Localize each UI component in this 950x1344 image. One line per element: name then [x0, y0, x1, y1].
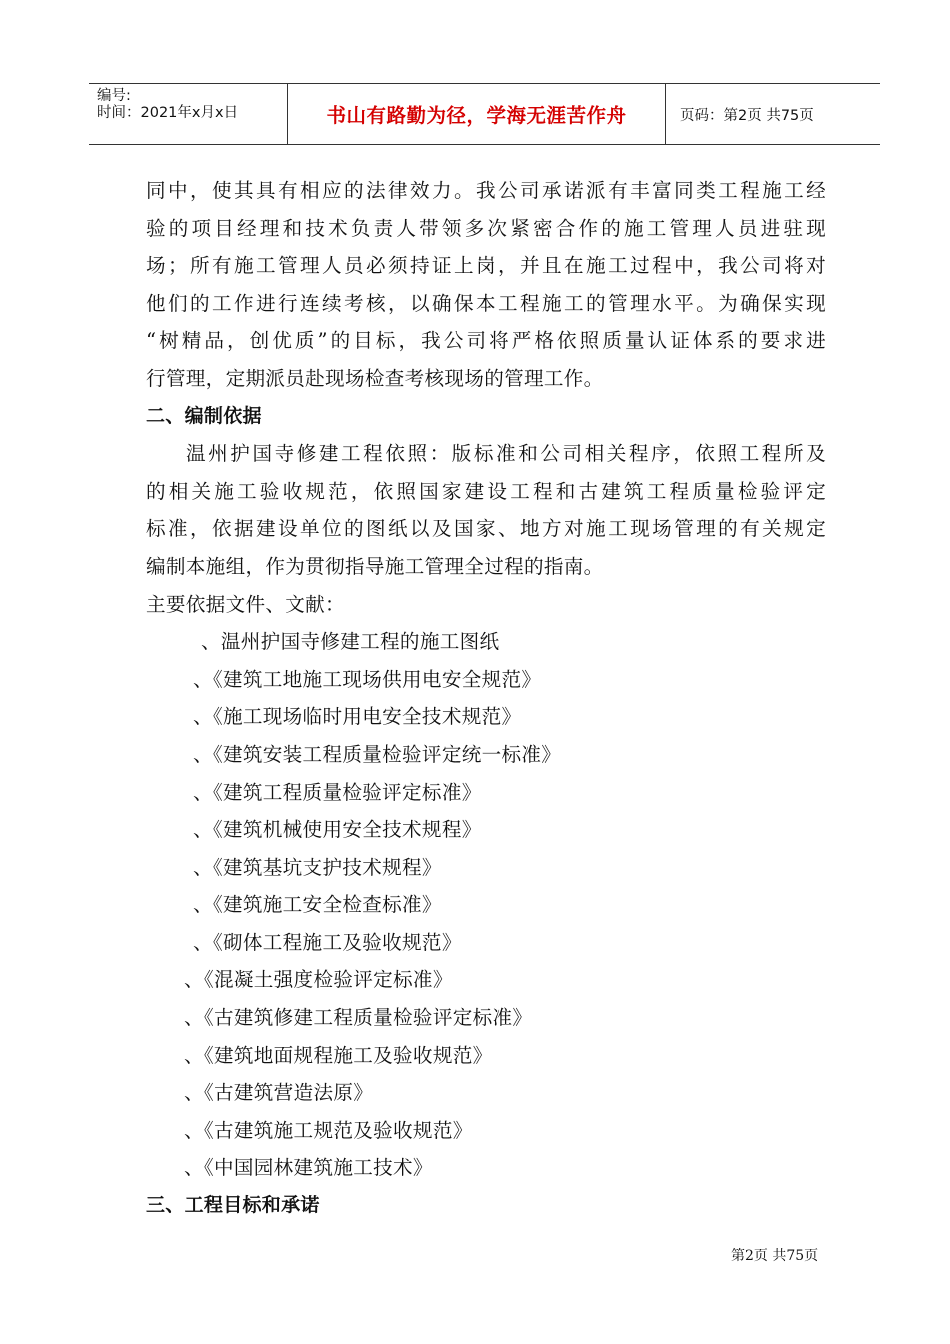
paragraph-line: 场；所有施工管理人员必须持证上岗，并且在施工过程中，我公司将对 [146, 254, 826, 278]
reference-item: 、《建筑安装工程质量检验评定统一标准》 [193, 742, 562, 766]
time-label: 时间：2021年x月x日 [97, 105, 239, 121]
document-body [146, 172, 826, 1225]
paragraph-line: 编制本施组，作为贯彻指导施工管理全过程的指南。 [146, 554, 604, 578]
reference-item: 、《建筑地面规程施工及验收规范》 [184, 1043, 493, 1067]
paragraph-line: 验的项目经理和技术负责人带领多次紧密合作的施工管理人员进驻现 [146, 216, 826, 240]
reference-item: 、《施工现场临时用电安全技术规范》 [193, 705, 522, 729]
reference-item: 、《砌体工程施工及验收规范》 [193, 930, 462, 954]
reference-item: 、温州护国寺修建工程的施工图纸 [201, 630, 500, 654]
paragraph-line: 的相关施工验收规范，依照国家建设工程和古建筑工程质量检验评定 [146, 479, 826, 503]
references-title: 主要依据文件、文献： [146, 592, 345, 616]
reference-item: 、《古建筑修建工程质量检验评定标准》 [184, 1006, 533, 1030]
header-page-info: 页码：第2页 共75页 [680, 107, 814, 124]
header-meta [89, 84, 287, 144]
paragraph-line: 他们的工作进行连续考核，以确保本工程施工的管理水平。为确保实现 [146, 291, 826, 315]
paragraph-line: “树精品，创优质”的目标，我公司将严格依照质量认证体系的要求进 [146, 329, 826, 353]
reference-item: 、《建筑机械使用安全技术规程》 [193, 818, 482, 842]
section-heading: 二、编制依据 [146, 404, 262, 427]
reference-item: 、《建筑基坑支护技术规程》 [193, 855, 442, 879]
reference-item: 、《中国园林建筑施工技术》 [184, 1156, 433, 1180]
paragraph-line: 行管理，定期派员赴现场检查考核现场的管理工作。 [146, 366, 604, 390]
section-heading: 三、工程目标和承诺 [146, 1194, 320, 1217]
paragraph-line: 温州护国寺修建工程依照：版标准和公司相关程序，依照工程所及 [186, 442, 826, 466]
reference-item: 、《古建筑施工规范及验收规范》 [184, 1118, 473, 1142]
page-footer: 第2页 共75页 [731, 1248, 819, 1264]
reference-item: 、《建筑工程质量检验评定标准》 [193, 780, 482, 804]
paragraph-line: 标准，依据建设单位的图纸以及国家、地方对施工现场管理的有关规定 [146, 517, 826, 541]
reference-item: 、《建筑施工安全检查标准》 [193, 893, 442, 917]
header-motto: 书山有路勤为径，学海无涯苦作舟 [326, 104, 627, 127]
number-label: 编号: [97, 88, 131, 104]
document-header [89, 83, 880, 145]
reference-item: 、《建筑工地施工现场供用电安全规范》 [193, 667, 542, 691]
reference-item: 、《古建筑营造法原》 [184, 1081, 374, 1105]
reference-item: 、《混凝土强度检验评定标准》 [184, 968, 453, 992]
paragraph-line: 同中，使其具有相应的法律效力。我公司承诺派有丰富同类工程施工经 [146, 179, 826, 202]
